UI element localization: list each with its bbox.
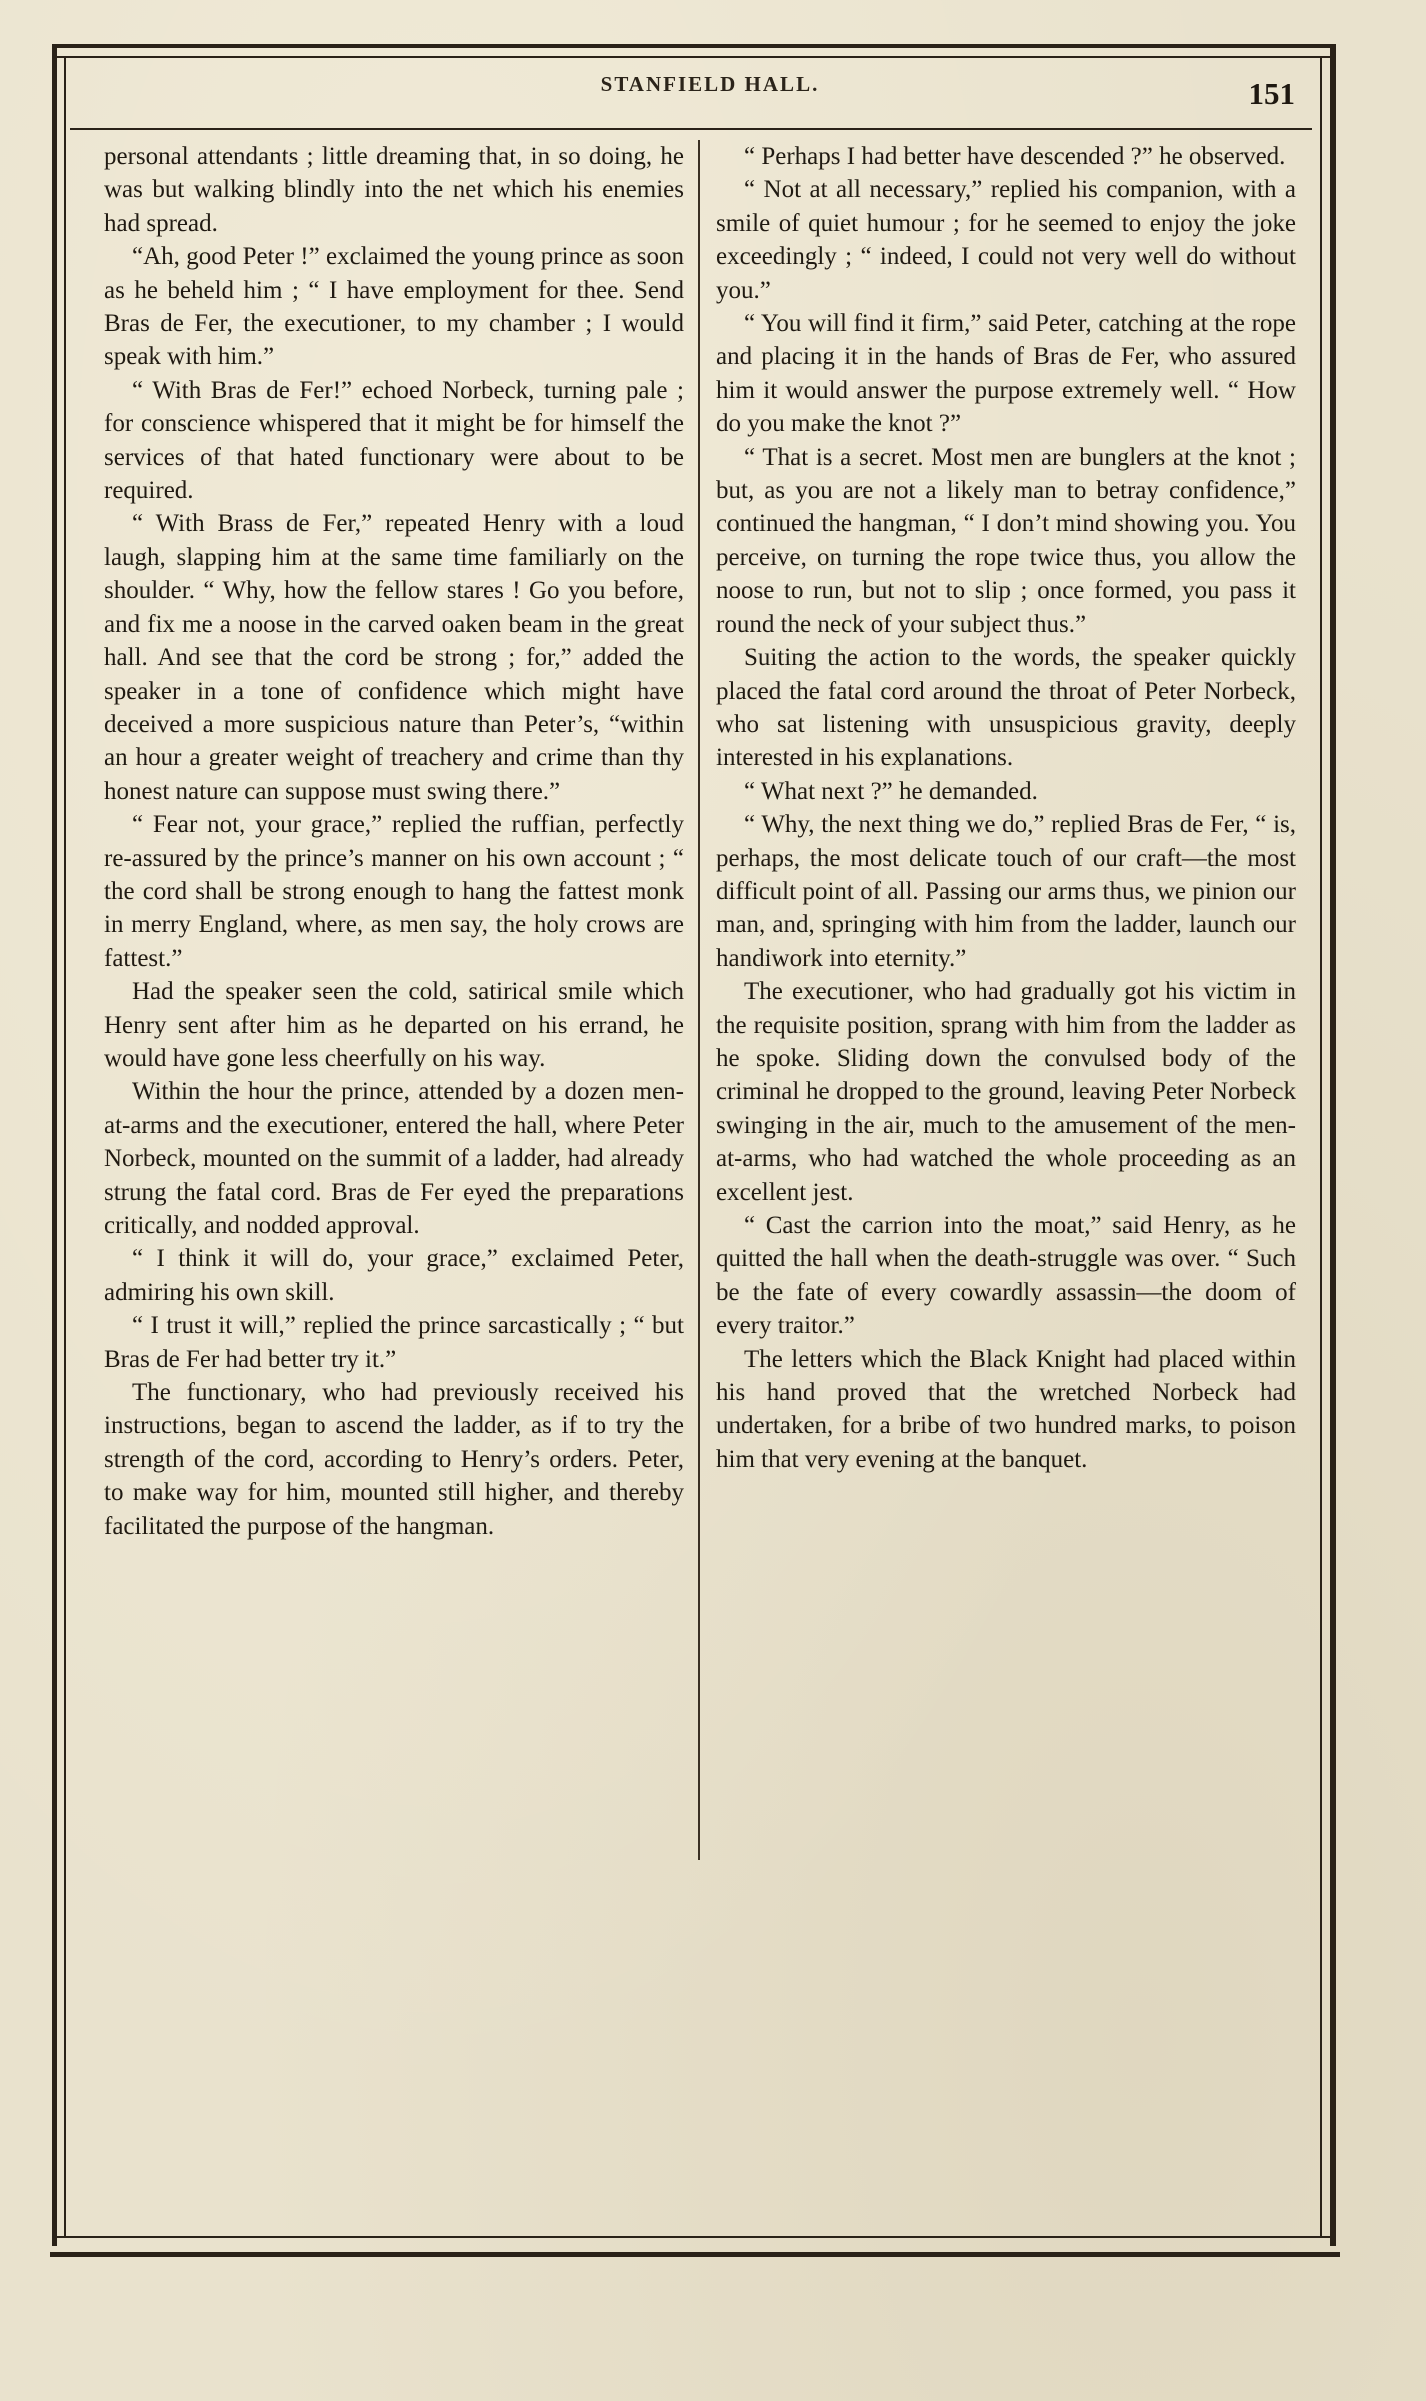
column-divider — [698, 140, 700, 1860]
page-number: 151 — [1248, 76, 1295, 111]
paragraph: “ With Brass de Fer,” repeated Henry with a loud laugh, slapping him at the same time familiarly on the shoulder. “ Why, how the fellow stares ! Go you before, and fix me a noose in the carved oaken beam in the great hall. And see that the cord be strong ; for,” added the speaker in a tone of confidence which might have deceived a more suspicious nature than Peter’s, “within an hour a greater weight of treachery and crime than thy honest nature can suppose must swing there.” — [104, 510, 684, 805]
paragraph: Within the hour the prince, attended by a dozen men-at-arms and the executioner, entered the hall, where Peter Norbeck, mounted on the summit of a ladder, had already strung the fatal cord. Bras de Fer eyed the preparations critically, and nodded approval. — [104, 1078, 684, 1239]
paragraph: Suiting the action to the words, the speaker quickly placed the fatal cord around the throat of Peter Norbeck, who sat listening with unsuspicious gravity, deeply interested in his explanations. — [716, 644, 1296, 772]
paragraph: “ Fear not, your grace,” replied the ruffian, perfectly re-assured by the prince’s manner on his own account ; “ the cord shall be strong enough to hang the fattest monk in merry England, where, as men say, the holy crows are fattest.” — [104, 811, 684, 972]
paragraph: “ Not at all necessary,” replied his companion, with a smile of quiet humour ; for he seemed to enjoy the joke exceedingly ; “ indeed, I could not very well do without you.” — [716, 176, 1296, 304]
frame-bottom-inner-rule — [56, 2236, 1332, 2238]
paragraph: “ Perhaps I had better have descended ?” he observed. — [744, 143, 1286, 170]
paragraph: “ With Bras de Fer!” echoed Norbeck, turning pale ; for conscience whispered that it might be for himself the services of that hated functionary were about to be required. — [104, 376, 684, 505]
paragraph: The executioner, who had gradually got his victim in the requisite position, sprang with him from the ladder as he spoke. Sliding down the convulsed body of the criminal he dropped to the ground, leaving Peter Norbeck swinging in the air, much to the amusement of the men-at-arms, who had watched the whole proceeding as an excellent jest. — [716, 978, 1296, 1206]
paragraph: “ You will find it firm,” said Peter, catching at the rope and placing it in the hands of Bras de Fer, who assured him it would answer the purpose extremely well. “ How do you make the knot ?” — [716, 310, 1296, 438]
paragraph: “ I think it will do, your grace,” exclaimed Peter, admiring his own skill. — [104, 1245, 684, 1306]
paragraph: “ What next ?” he demanded. — [744, 777, 1038, 805]
frame-bottom-rule — [50, 2252, 1340, 2257]
paragraph: “ Why, the next thing we do,” replied Bras de Fer, “ is, perhaps, the most delicate touch of our craft—the most difficult point of all. Passing our arms thus, we pinion our man, and, springing with him from the ladder, launch our handiwork into eternity.” — [716, 811, 1296, 972]
paragraph: The letters which the Black Knight had placed within his hand proved that the wretched Norbeck had undertaken, for a bribe of two hundred marks, to poison him that very evening at the banquet. — [716, 1345, 1296, 1473]
header-rule — [70, 128, 1312, 130]
right-column — [716, 140, 1296, 1476]
running-head: STANFIELD HALL. — [600, 72, 820, 96]
paragraph: “ Cast the carrion into the moat,” said Henry, as he quitted the hall when the death-struggle was over. “ Such be the fate of every cowardly assassin—the doom of every traitor.” — [716, 1212, 1296, 1340]
left-column — [104, 140, 684, 1543]
paragraph: “ I trust it will,” replied the prince sarcastically ; “ but Bras de Fer had better try it.” — [104, 1312, 684, 1373]
frame-right-rule — [1330, 44, 1336, 2246]
paragraph: personal attendants ; little dreaming that, in so doing, he was but walking blindly into the net which his enemies had spread. — [104, 143, 684, 237]
frame-top-rule — [52, 44, 1336, 48]
frame-right-inner-rule — [1320, 56, 1322, 2238]
paragraph: “Ah, good Peter !” exclaimed the young prince as soon as he beheld him ; “ I have employment for thee. Send Bras de Fer, the executioner, to my chamber ; I would speak with him.” — [104, 243, 684, 371]
paragraph: “ That is a secret. Most men are bunglers at the knot ; but, as you are not a likely man to betray confidence,” continued the hangman, “ I don’t mind showing you. You perceive, on turning the rope twice thus, you allow the noose to run, but not to slip ; once formed, you pass it round the neck of your subject thus.” — [716, 443, 1296, 638]
paragraph: Had the speaker seen the cold, satirical smile which Henry sent after him as he departed on his errand, he would have gone less cheerfully on his way. — [104, 978, 684, 1072]
paragraph: The functionary, who had previously received his instructions, began to ascend the ladder, as if to try the strength of the cord, according to Henry’s orders. Peter, to make way for him, mounted still higher, and thereby facilitated the purpose of the hangman. — [104, 1379, 684, 1540]
frame-top-inner-rule — [56, 56, 1332, 58]
frame-left-inner-rule — [64, 56, 66, 2238]
frame-left-rule — [52, 44, 57, 2246]
